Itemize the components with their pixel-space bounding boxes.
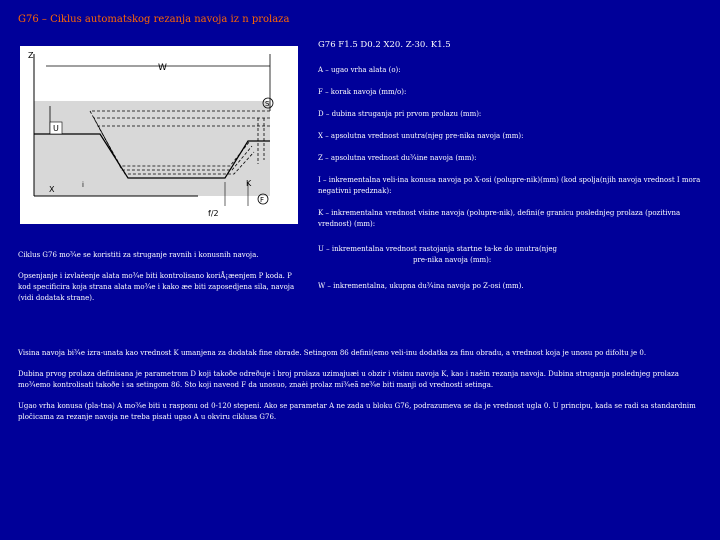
def-f: F – korak navoja (mm/o): <box>318 88 407 96</box>
thread-cycle-diagram <box>20 46 298 224</box>
def-k: K – inkrementalna vrednost visine navoja (polupre-nik), defini(e granicu poslednjeg prolaza (pozitivna vrednost) (mm): <box>318 209 681 228</box>
w-label: W <box>158 63 167 73</box>
def-z: Z – apsolutna vrednost du¾ine navoja (mm): <box>318 154 477 162</box>
def-d: D – dubina struganja pri prvom prolazu (mm): <box>318 110 482 118</box>
f-label: F <box>260 196 265 204</box>
page-title: G76 – Ciklus automatskog rezanja navoja iz n prolaza <box>18 14 290 25</box>
bottom-paragraph-2: Dubina prvog prolaza definisana je parametrom D koji takoðe odreðuje i broj prolaza uzimajuæi u obzir i visinu navoja K, kao i naèin rezanja navoja. Dubina struganja poslednjeg prolaza mo¾emo kontrolisati takoðe i sa setingom 86. Sto koji naveod F da unosuo, znaèi prolaz mi¾eã ne¾e biti manji od vrednosti setinga. <box>18 370 679 389</box>
def-u <box>318 244 713 266</box>
i-label: i <box>82 181 84 189</box>
u-label: U <box>53 124 59 133</box>
def-u-line-2: pre-nika navoja (mm): <box>413 256 492 264</box>
parameter-definitions <box>318 40 713 241</box>
workpiece-area <box>34 101 270 196</box>
bottom-text <box>18 348 708 433</box>
s-label: S <box>265 100 270 108</box>
x-label: X <box>49 185 55 194</box>
left-paragraph-2: Opsenjanje i izvlaèenje alata mo¾e biti kontrolisano koriÅ¡æenjem P koda. P kod specificira koja strana alata mo¾e i kako æe biti zaposedjena sila, navoja (vidi dodatak strane). <box>18 272 295 302</box>
z-label: Z <box>28 51 34 60</box>
k-label: K <box>246 179 252 188</box>
bottom-paragraph-1: Visina navoja bi¾e izra-unata kao vrednost K umanjena za dodatak fine obrade. Setingom 86 defini(emo veli-inu dodatka za finu obradu, a vrednost koja je unosu po difoltu je 0. <box>18 349 647 357</box>
bottom-paragraph-3: Ugao vrha konusa (pla-tna) A mo¾e biti u rasponu od 0-120 stepeni. Ako se parametar A ne zada u bloku G76, podrazumeva se da je vrednost ugla 0. U principu, kada se radi sa standardnim pločicama za rezanje navoja ne treba pisati ugao A u okviru ciklusa G76. <box>18 402 696 421</box>
def-i: I – inkrementalna veli-ina konusa navoja po X-osi (polupre-nik)(mm) (kod spolja(njih navoja vrednost I mora negativni predznak): <box>318 176 701 195</box>
diagram-svg <box>20 46 298 224</box>
def-w: W – inkrementalna, ukupna du¾ina navoja po Z-osi (mm). <box>318 282 524 290</box>
f2-label: f/2 <box>208 209 219 218</box>
left-description <box>18 250 298 314</box>
left-paragraph-1: Ciklus G76 mo¾e se koristiti za struganje ravnih i konusnih navoja. <box>18 251 259 259</box>
def-u-line-1: U – inkrementalna vrednost rastojanja startne ta-ke do unutra(njeg <box>318 245 557 253</box>
def-a: A – ugao vrha alata (o): <box>318 66 401 74</box>
def-x: X – apsolutna vrednost unutra(njeg pre-nika navoja (mm): <box>318 132 524 140</box>
command-line: G76 F1.5 D0.2 X20. Z-30. K1.5 <box>318 40 451 50</box>
